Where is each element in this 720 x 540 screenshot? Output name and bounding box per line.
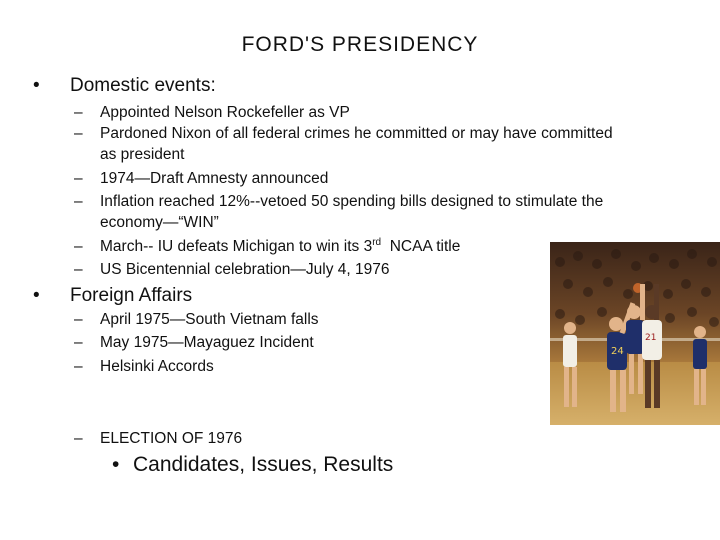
ncaa-text-post: NCAA title	[381, 238, 461, 255]
domestic-item-6: US Bicentennial celebration—July 4, 1976	[100, 261, 390, 278]
dash-mark: –	[74, 125, 83, 142]
svg-text:21: 21	[645, 333, 657, 343]
dash-mark: –	[74, 261, 83, 278]
ncaa-superscript: rd	[372, 237, 382, 248]
dash-mark: –	[74, 193, 83, 210]
bullet-mark: •	[33, 285, 40, 306]
domestic-heading: Domestic events:	[70, 75, 216, 96]
basketball-game-photo	[550, 242, 720, 425]
ncaa-text-pre: March-- IU defeats Michigan to win its 3	[100, 238, 373, 255]
domestic-item-1: Appointed Nelson Rockefeller as VP	[100, 104, 350, 121]
domestic-item-4-cont: economy—“WIN”	[100, 213, 219, 231]
domestic-item-2: Pardoned Nixon of all federal crimes he committed or may have committed	[100, 125, 613, 142]
bullet-mark: •	[112, 453, 120, 476]
domestic-item-3: 1974—Draft Amnesty announced	[100, 170, 329, 187]
election-sub-text: Candidates, Issues, Results	[133, 453, 394, 476]
dash-mark: –	[74, 238, 83, 255]
foreign-item-1: April 1975—South Vietnam falls	[100, 311, 319, 328]
election-label: ELECTION OF 1976	[100, 430, 243, 447]
dash-mark: –	[74, 104, 83, 121]
domestic-item-2-cont: as president	[100, 145, 185, 163]
dash-mark: –	[74, 311, 83, 328]
slide-title: FORD'S PRESIDENCY	[241, 33, 479, 56]
bullet-mark: •	[33, 75, 40, 96]
foreign-item-3: Helsinki Accords	[100, 358, 214, 375]
foreign-heading: Foreign Affairs	[70, 285, 193, 306]
dash-mark: –	[74, 430, 83, 447]
dash-mark: –	[74, 170, 83, 187]
domestic-item-4: Inflation reached 12%--vetoed 50 spending bills designed to stimulate the	[100, 193, 604, 210]
foreign-item-2: May 1975—Mayaguez Incident	[100, 334, 314, 351]
basketball-scene-icon	[550, 242, 720, 425]
dash-mark: –	[74, 334, 83, 351]
svg-text:24: 24	[611, 346, 624, 357]
domestic-item-5	[100, 237, 460, 258]
dash-mark: –	[74, 358, 83, 375]
